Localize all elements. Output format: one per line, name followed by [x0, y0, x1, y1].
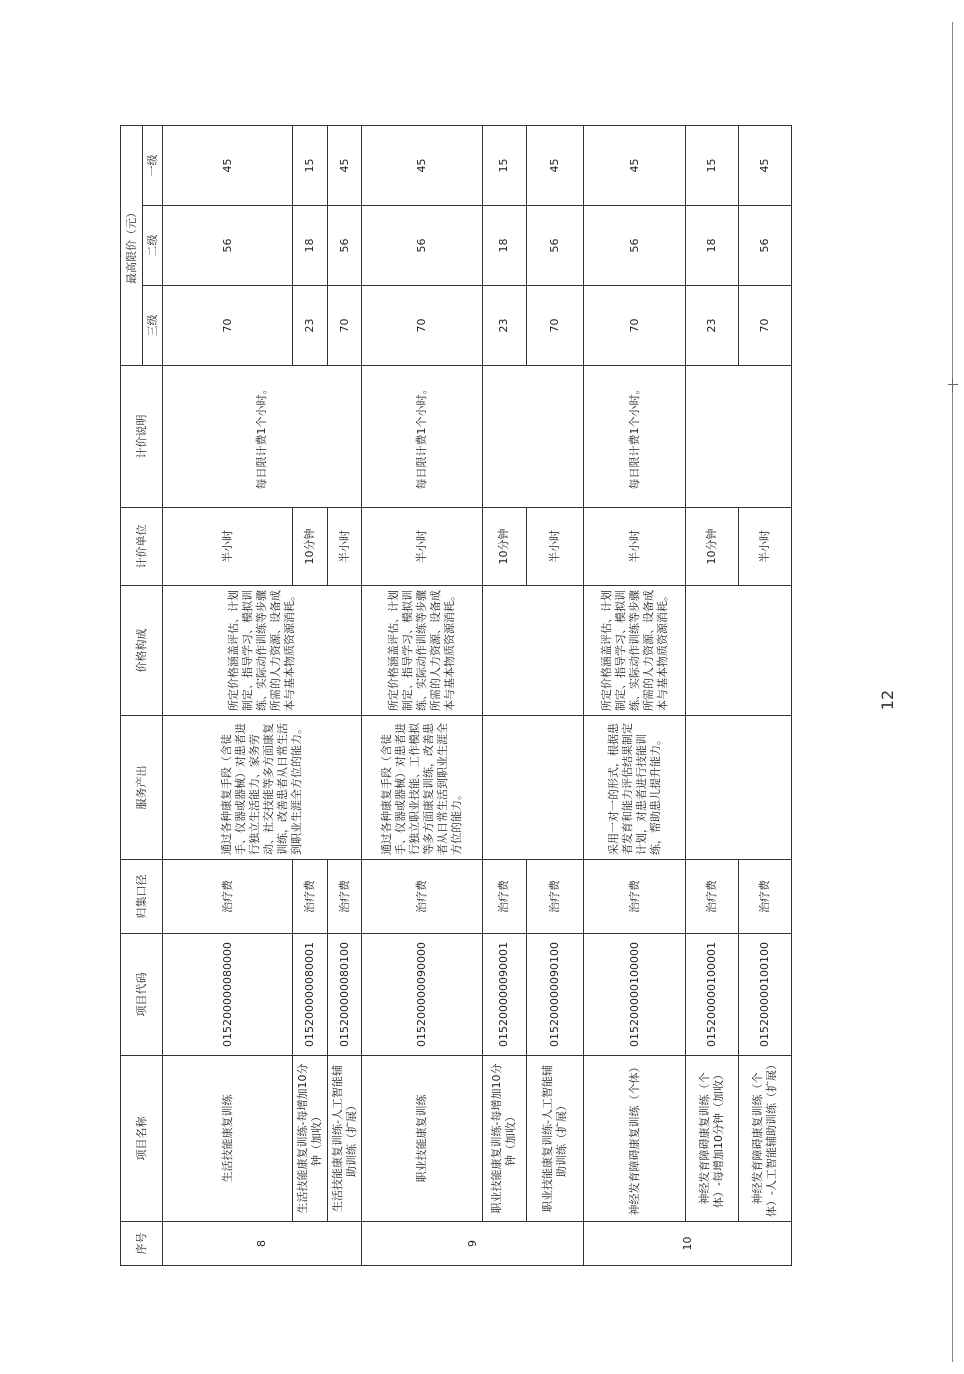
cell-price-level2: 56 [527, 206, 584, 286]
header-level1: 一级 [143, 125, 163, 205]
cell-category: 治疗费 [739, 860, 792, 934]
cell-unit: 半小时 [527, 508, 584, 586]
cell-code: 015200000090100 [527, 934, 584, 1056]
cell-category: 治疗费 [163, 860, 293, 934]
header-unit: 计价单位 [121, 508, 163, 586]
header-level2: 二级 [143, 206, 163, 286]
scan-tick-mark [948, 384, 958, 385]
header-price-composition: 价格构成 [121, 586, 163, 716]
cell-unit: 10分钟 [686, 508, 739, 586]
cell-category: 治疗费 [327, 860, 362, 934]
cell-seq: 9 [362, 1222, 584, 1266]
cell-output: 通过各种康复手段（含徒手、仪器或器械）对患者进行独立生活能力、家务劳动、社交技能等多方面康复训练，改善患者从日常生活到职业生涯全方位的能力。 [163, 716, 362, 860]
cell-price-level1: 45 [163, 125, 293, 205]
cell-price-composition: 所定价格涵盖评估、计划制定、指导学习、模拟训练、实际动作训练等步骤所需的人力资源、设备成本与基本物质资源消耗。 [584, 586, 686, 716]
cell-code: 015200000080100 [327, 934, 362, 1056]
cell-price-level3: 70 [163, 286, 293, 366]
cell-name: 生活技能康复训练 [163, 1056, 293, 1222]
cell-price-level3: 70 [327, 286, 362, 366]
cell-category: 治疗费 [686, 860, 739, 934]
cell-price-level3: 70 [739, 286, 792, 366]
scan-edge-line [952, 22, 953, 1362]
scan-tick-mark-vertical [952, 378, 953, 392]
cell-unit: 半小时 [584, 508, 686, 586]
cell-name: 职业技能康复训练-每增加10分钟（加收） [482, 1056, 527, 1222]
cell-price-level2: 18 [686, 206, 739, 286]
cell-price-level1: 45 [527, 125, 584, 205]
page-number: 12 [878, 689, 897, 711]
cell-name: 神经发育障碍康复训练（个体）-人工智能辅助训练（扩展） [739, 1056, 792, 1222]
cell-price-level1: 15 [686, 125, 739, 205]
cell-price-level2: 56 [163, 206, 293, 286]
cell-code: 015200000090001 [482, 934, 527, 1056]
cell-category: 治疗费 [584, 860, 686, 934]
cell-name: 生活技能康复训练-人工智能辅助训练（扩展） [327, 1056, 362, 1222]
cell-name: 职业技能康复训练-人工智能辅助训练（扩展） [527, 1056, 584, 1222]
cell-unit: 10分钟 [482, 508, 527, 586]
cell-code: 015200000100001 [686, 934, 739, 1056]
header-category: 归集口径 [121, 860, 163, 934]
cell-note: 每日限计费1个小时。 [584, 366, 686, 508]
cell-code: 015200000080001 [293, 934, 328, 1056]
cell-price-composition: 所定价格涵盖评估、计划制定、指导学习、模拟训练、实际动作训练等步骤所需的人力资源、设备成本与基本物质资源消耗。 [163, 586, 362, 716]
cell-price-level1: 15 [482, 125, 527, 205]
cell-code: 015200000100000 [584, 934, 686, 1056]
cell-unit: 半小时 [163, 508, 293, 586]
cell-price-level1: 45 [584, 125, 686, 205]
cell-category: 治疗费 [482, 860, 527, 934]
cell-price-level1: 45 [327, 125, 362, 205]
cell-output-empty [482, 716, 584, 860]
cell-price-level3: 23 [293, 286, 328, 366]
cell-unit: 半小时 [362, 508, 482, 586]
cell-price-level1: 15 [293, 125, 328, 205]
cell-price-level2: 18 [293, 206, 328, 286]
cell-note: 每日限计费1个小时。 [362, 366, 482, 508]
cell-price-composition-empty [482, 586, 584, 716]
cell-price-level3: 23 [482, 286, 527, 366]
cell-name: 生活技能康复训练-每增加10分钟（加收） [293, 1056, 328, 1222]
cell-note: 每日限计费1个小时。 [163, 366, 362, 508]
cell-price-level2: 18 [482, 206, 527, 286]
cell-price-level3: 70 [527, 286, 584, 366]
cell-category: 治疗费 [362, 860, 482, 934]
cell-output: 通过各种康复手段（含徒手、仪器或器械）对患者进行独立职业技能、工作模拟等多方面康复训练，改善患者从日常生活到职业生涯全方位的能力。 [362, 716, 482, 860]
table-row [686, 125, 739, 1265]
cell-output-empty [686, 716, 792, 860]
cell-price-level2: 56 [584, 206, 686, 286]
cell-note-empty [482, 366, 584, 508]
rotated-table-container [120, 126, 792, 1266]
cell-seq: 10 [584, 1222, 792, 1266]
cell-code: 015200000090000 [362, 934, 482, 1056]
price-table [120, 125, 792, 1266]
cell-note-empty [686, 366, 792, 508]
cell-price-level1: 45 [739, 125, 792, 205]
header-level3: 三级 [143, 286, 163, 366]
cell-seq: 8 [163, 1222, 362, 1266]
cell-name: 神经发育障碍康复训练（个体） [584, 1056, 686, 1222]
table-row [362, 125, 482, 1265]
cell-price-level3: 70 [362, 286, 482, 366]
cell-price-level2: 56 [739, 206, 792, 286]
cell-price-composition: 所定价格涵盖评估、计划制定、指导学习、模拟训练、实际动作训练等步骤所需的人力资源、设备成本与基本物质资源消耗。 [362, 586, 482, 716]
cell-category: 治疗费 [293, 860, 328, 934]
cell-price-level2: 56 [362, 206, 482, 286]
header-code: 项目代码 [121, 934, 163, 1056]
cell-price-level3: 70 [584, 286, 686, 366]
cell-category: 治疗费 [527, 860, 584, 934]
cell-name: 职业技能康复训练 [362, 1056, 482, 1222]
cell-output: 采用一对一的形式，根据患者发育和能力评估结果制定计划，对患者进行技能训练，帮助患儿提升能力。 [584, 716, 686, 860]
cell-name: 神经发育障碍康复训练（个体）-每增加10分钟（加收） [686, 1056, 739, 1222]
cell-unit: 半小时 [327, 508, 362, 586]
cell-unit: 10分钟 [293, 508, 328, 586]
cell-price-level2: 56 [327, 206, 362, 286]
table-row [584, 125, 686, 1265]
header-output: 服务产出 [121, 716, 163, 860]
header-seq: 序号 [121, 1222, 163, 1266]
cell-code: 015200000080000 [163, 934, 293, 1056]
cell-price-level3: 23 [686, 286, 739, 366]
cell-code: 015200000100100 [739, 934, 792, 1056]
cell-price-level1: 45 [362, 125, 482, 205]
cell-price-composition-empty [686, 586, 792, 716]
table-row [163, 125, 293, 1265]
header-name: 项目名称 [121, 1056, 163, 1222]
cell-unit: 半小时 [739, 508, 792, 586]
header-max-price: 最高限价（元） [121, 125, 143, 365]
table-row [482, 125, 527, 1265]
header-note: 计价说明 [121, 366, 163, 508]
